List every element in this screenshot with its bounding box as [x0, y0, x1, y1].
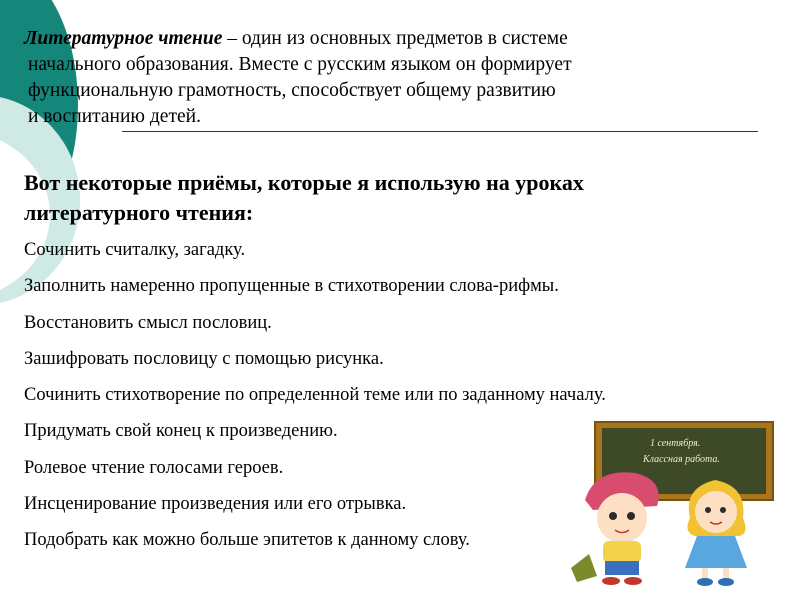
heading-line: Вот некоторые приёмы, которые я использую на уроках [24, 170, 584, 195]
board-text: 1 сентября. [650, 438, 701, 449]
intro-line: начального образования. Вместе с русским языком он формирует [28, 54, 572, 75]
list-item: Сочинить считалку, загадку. [24, 240, 246, 260]
board-text: Классная работа. [643, 454, 720, 465]
list-item: Ролевое чтение голосами героев. [24, 457, 284, 478]
techniques-list [24, 240, 606, 567]
intro-term: Литературное чтение [24, 28, 223, 49]
list-item: Зашифровать пословицу с помощью рисунка. [24, 348, 384, 369]
list-item: Подобрать как можно больше эпитетов к данному слову. [24, 530, 470, 551]
list-item: Придумать свой конец к произведению. [24, 421, 338, 442]
list-item: Восстановить смысл пословиц. [24, 312, 272, 333]
list-item: Сочинить стихотворение по определенной теме или по заданному началу. [24, 385, 606, 406]
divider-line [122, 131, 758, 132]
intro-line: функциональную грамотность, способствует общему развитию [28, 80, 556, 101]
intro-text: – один из основных предметов в системе [222, 28, 568, 49]
list-item: Заполнить намеренно пропущенные в стихотворении слова-рифмы. [24, 276, 559, 297]
intro-line: и воспитанию детей. [28, 106, 201, 127]
boy-figure [571, 472, 659, 585]
intro-paragraph [24, 26, 704, 130]
intro-line [24, 26, 704, 52]
list-item: Инсценирование произведения или его отрывка. [24, 494, 407, 515]
girl-figure [685, 480, 747, 586]
children-at-blackboard-illustration [565, 418, 790, 588]
section-heading [24, 168, 744, 228]
heading-line: литературного чтения: [24, 200, 254, 225]
